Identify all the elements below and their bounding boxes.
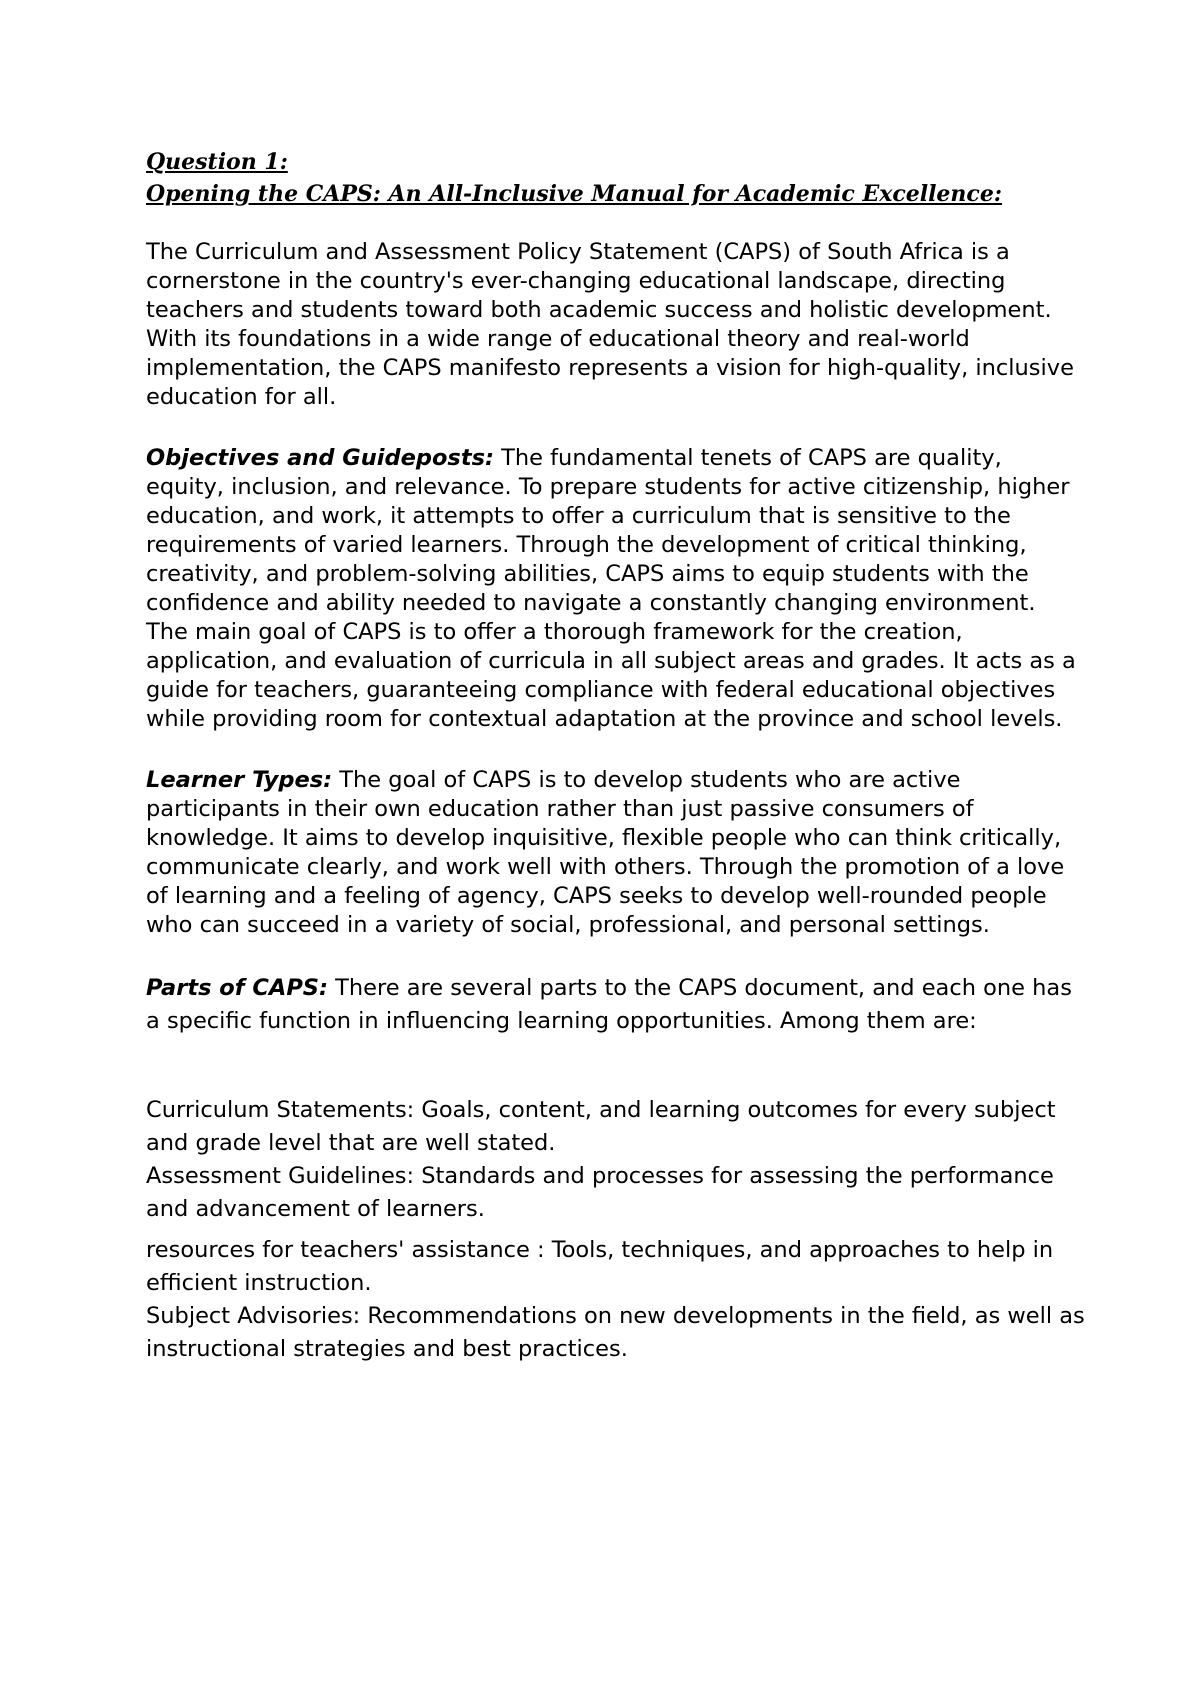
objectives-text: The fundamental tenets of CAPS are quality, equity, inclusion, and relevance. To prepare students for active citizenship, higher education, and work, it attempts to offer a curriculum that is sensitive to the requirements of varied learners. Through the development of critical thinking, creativity, and problem-solving abilities, CAPS aims to equip students with the confidence and ability needed to navigate a constantly changing environment. <box>146 445 1070 616</box>
parts-text: There are several parts to the CAPS document, and each one has a specific function in influencing learning opportunities. Among them are: <box>146 975 1072 1034</box>
parts-paragraph <box>146 972 1086 1038</box>
parts-lead: Parts of CAPS: <box>146 975 329 1001</box>
learner-types-paragraph <box>146 766 1086 940</box>
question-heading: Question 1: <box>146 149 288 175</box>
objectives-paragraph <box>146 444 1086 618</box>
document-title: Opening the CAPS: An All-Inclusive Manual for Academic Excellence: <box>146 181 1002 207</box>
learner-types-text: The goal of CAPS is to develop students who are active participants in their own education rather than just passive consumers of knowledge. It aims to develop inquisitive, flexible people who can think critically, communicate clearly, and work well with others. Through the promotion of a love of learning and a feeling of agency, CAPS seeks to develop well-rounded people who can succeed in a variety of social, professional, and personal settings. <box>146 767 1065 938</box>
objectives-lead: Objectives and Guideposts: <box>146 445 494 471</box>
intro-paragraph: The Curriculum and Assessment Policy Statement (CAPS) of South Africa is a cornerstone in the country's ever-changing educational landscape, directing teachers and students toward both academic success and holistic development. With its foundations in a wide range of educational theory and real-world implementation, the CAPS manifesto represents a vision for high-quality, inclusive education for all. <box>146 239 1074 410</box>
list-item-teacher-resources: resources for teachers' assistance : Tools, techniques, and approaches to help in efficient instruction. <box>146 1237 1054 1296</box>
list-item-assessment-guidelines: Assessment Guidelines: Standards and processes for assessing the performance and advancement of learners. <box>146 1163 1054 1222</box>
document-body <box>146 146 1086 1366</box>
learner-types-lead: Learner Types: <box>146 767 333 793</box>
list-item-curriculum-statements: Curriculum Statements: Goals, content, and learning outcomes for every subject and grade level that are well stated. <box>146 1097 1056 1156</box>
main-goal-paragraph: The main goal of CAPS is to offer a thorough framework for the creation, application, and evaluation of curricula in all subject areas and grades. It acts as a guide for teachers, guaranteeing compliance with federal educational objectives while providing room for contextual adaptation at the province and school levels. <box>146 619 1076 732</box>
list-item-subject-advisories: Subject Advisories: Recommendations on new developments in the field, as well as instructional strategies and best practices. <box>146 1303 1085 1362</box>
